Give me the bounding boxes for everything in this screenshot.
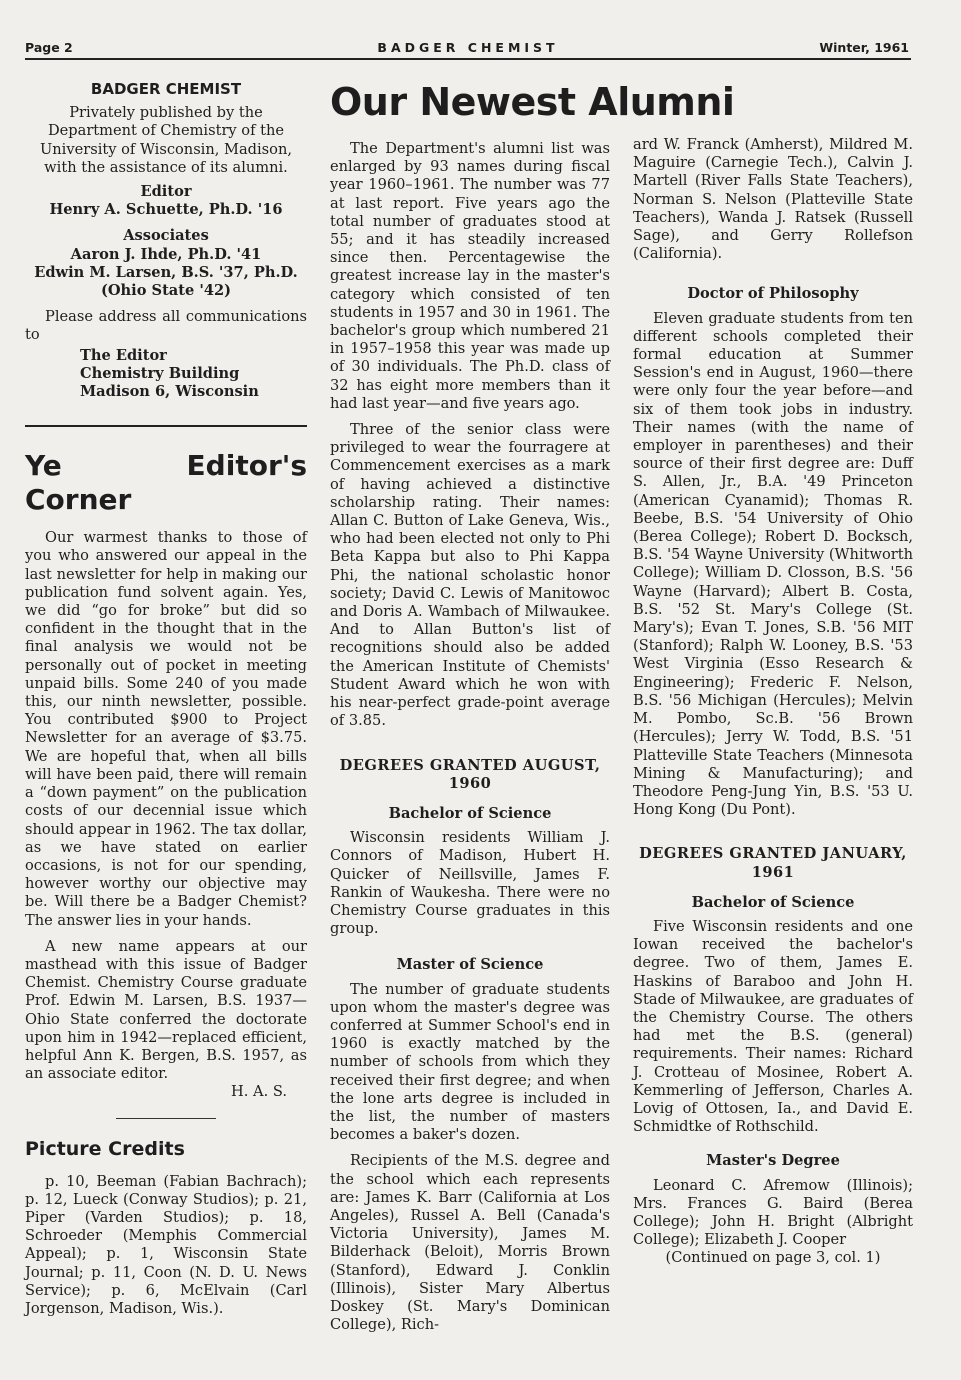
january-ms-label: Master's Degree <box>706 1152 840 1170</box>
august-ms-label: Master of Science <box>396 956 544 974</box>
address-line-1: The Editor <box>80 346 167 364</box>
august-bs-text: Wisconsin residents William J. Connors of Madison, Hubert H. Quicker of Neillsville, James F. Rankin of Waukesha. There were no Chemistry Course graduates in this group. <box>330 829 610 938</box>
editor-signature: H. A. S. <box>231 1083 287 1101</box>
august-ms-text-2: Recipients of the M.S. degree and the school which each represents are: James K. Barr (California at Los Angeles), Russel A. Bell (Canada's Victoria University), James M. Bilderhack (Beloit), Morris Brown (Stanford), Edward J. Conklin (Illinois), Sister Mary Albertus Doskey (St. Mary's Dominican College), Rich- <box>330 1152 610 1334</box>
masthead-title: BADGER CHEMIST <box>90 80 242 98</box>
left-column <box>25 76 307 1318</box>
page-header <box>25 38 911 60</box>
address-intro: Please address all communications to <box>25 308 307 344</box>
alumni-paragraph-2: Three of the senior class were privileged to wear the fourragere at Commencement exercises as a mark of having achieved a distinctive scholarship rating. Their names: Allan C. Button of Lake Geneva, Wis., who had been elected not only to Phi Beta Kappa but also to Phi Kappa Phi, the national scholastic honor society; David C. Lewis of Manitowoc and Doris A. Wambach of Milwaukee. And to Allan Button's list of recognitions should also be added the American Institute of Chemists' Student Award which he won with his near-perfect grade-point average of 3.85. <box>330 421 610 730</box>
august-phd-text: Eleven graduate students from ten different schools completed their formal education at Summer Session's end in August, 1960—there were only four the year before—and six of them took jobs in industry. Their names (with the name of employer in parentheses) and their source of their first degree are: Duff S. Allen, Jr., B.A. '49 Princeton (American Cyanamid); Thomas R. Beebe, B.S. '54 University of Ohio (Berea College); Robert D. Bocksch, B.S. '54 Wayne University (Whitworth College); William D. Closson, B.S. '56 Wayne (Harvard); Albert B. Costa, B.S. '52 St. Mary's College (St. Mary's); Evan T. Jones, S.B. '56 MIT (Stanford); Ralph W. Looney, B.S. '53 West Virginia (Esso Research & Engineering); Frederic F. Nelson, B.S. '56 Michigan (Hercules); Melvin M. Pombo, Sc.B. '56 Brown (Hercules); Jerry W. Todd, B.S. '51 Platteville State Teachers (Minnesota Mining & Manufacturing); and Theodore Peng-Jung Yin, B.S. '53 U. Hong Kong (Du Pont). <box>633 309 913 819</box>
january-ms-text: Leonard C. Afremow (Illinois); Mrs. Frances G. Baird (Berea College); John H. Bright (Albright College); Elizabeth J. Cooper <box>633 1176 913 1249</box>
january-bs-text: Five Wisconsin residents and one Iowan received the bachelor's degree. Two of them, James E. Haskins of Baraboo and John H. Stade of Milwaukee, are graduates of the Chemistry Course. The others had met the B.S. (general) requirements. Their names: Richard J. Crotteau of Mosinee, Robert A. Kemmerling of Jefferson, Charles A. Lovig of Ottosen, Ia., and David E. Schmidtke of Rothschild. <box>633 917 913 1136</box>
august-ms-text-2-continued: ard W. Franck (Amherst), Mildred M. Maguire (Carnegie Tech.), Calvin J. Martell (River Falls State Teachers), Norman S. Nelson (Platteville State Teachers), Wanda J. Ratsek (Russell Sage), and Gerry Rollefson (California). <box>633 136 913 263</box>
right-column <box>633 136 913 1268</box>
august-phd-label: Doctor of Philosophy <box>687 285 859 303</box>
editors-corner-paragraph-2: A new name appears at our masthead with this issue of Badger Chemist. Chemistry Course graduate Prof. Edwin M. Larsen, B.S. 1937—Ohio State conferred the doctorate upon him in 1942—replaced efficient, helpful Ann K. Bergen, B.S. 1957, as an associate editor. <box>25 937 307 1083</box>
masthead-intro: Privately published by the Department of Chemistry of the University of Wisconsin, Madison, with the assistance of its alumni. <box>39 104 292 176</box>
editors-corner-paragraph-1: Our warmest thanks to those of you who answered our appeal in the last newsletter for help in making our publication fund solvent again. Yes, we did “go for broke” but did so confident in the thought that in the final analysis we would not be personally out of pocket in meeting unpaid bills. Some 240 of you made this, our ninth newsletter, possible. You contributed $900 to Project Newsletter for an average of $3.75. We are hopeful that, when all bills will have been paid, there will remain a “down payment” on the publication costs of our decennial issue which should appear in 1962. The tax dollar, as we have stated on earlier occasions, is not for our spending, however worthy our objective may be. Will there be a Badger Chemist? The answer lies in your hands. <box>25 529 307 929</box>
editor-label: Editor <box>140 183 192 201</box>
associate-2: Edwin M. Larsen, B.S. '37, Ph.D. <box>34 263 298 281</box>
continued-note: (Continued on page 3, col. 1) <box>665 1249 881 1267</box>
august-ms-text-1: The number of graduate students upon whom the master's degree was conferred at Summer School's end in 1960 is exactly matched by the number of schools from which they received their first degree; and when the lone arts degree is included in the list, the number of masters becomes a baker's dozen. <box>330 980 610 1144</box>
associates-label: Associates <box>123 227 209 245</box>
short-divider <box>116 1118 216 1119</box>
middle-column <box>330 140 610 1334</box>
alumni-paragraph-1: The Department's alumni list was enlarged by 93 names during fiscal year 1960–1961. The number was 77 at last report. Five years ago the total number of graduates stood at 55; and it has steadily increased since then. Percentagewise the greatest increase lay in the master's category which consisted of ten students in 1957 and 30 in 1961. The bachelor's group which numbered 21 in 1957–1958 this year was made up of 30 individuals. The Ph.D. class of 32 has eight more members than it had last year—and five years ago. <box>330 140 610 412</box>
address-line-2: Chemistry Building <box>80 364 240 382</box>
editor-name: Henry A. Schuette, Ph.D. '16 <box>49 201 283 219</box>
august-degrees-heading: DEGREES GRANTED AUGUST, 1960 <box>339 756 601 792</box>
associate-2-school: (Ohio State '42) <box>100 282 232 300</box>
issue-date: Winter, 1961 <box>819 40 909 55</box>
address-line-3: Madison 6, Wisconsin <box>80 383 259 401</box>
january-degrees-heading: DEGREES GRANTED JANUARY, 1961 <box>639 845 907 881</box>
running-title: BADGER CHEMIST <box>377 40 559 55</box>
picture-credits-title: Picture Credits <box>25 1137 185 1160</box>
picture-credits-text: p. 10, Beeman (Fabian Bachrach); p. 12, Lueck (Conway Studios); p. 21, Piper (Varden Studios); p. 18, Schroeder (Memphis Commercial Appeal); p. 1, Wisconsin State Journal; p. 11, Coon (N. D. U. News Service); p. 6, McElvain (Carl Jorgenson, Madison, Wis.). <box>25 1172 307 1317</box>
article-title: Our Newest Alumni <box>330 80 735 124</box>
page-number: Page 2 <box>25 40 73 55</box>
august-bs-label: Bachelor of Science <box>388 804 552 822</box>
associate-1: Aaron J. Ihde, Ph.D. '41 <box>70 245 262 263</box>
section-divider <box>25 425 307 427</box>
january-bs-label: Bachelor of Science <box>691 893 855 911</box>
editors-corner-title: Ye Editor's Corner <box>25 449 307 517</box>
